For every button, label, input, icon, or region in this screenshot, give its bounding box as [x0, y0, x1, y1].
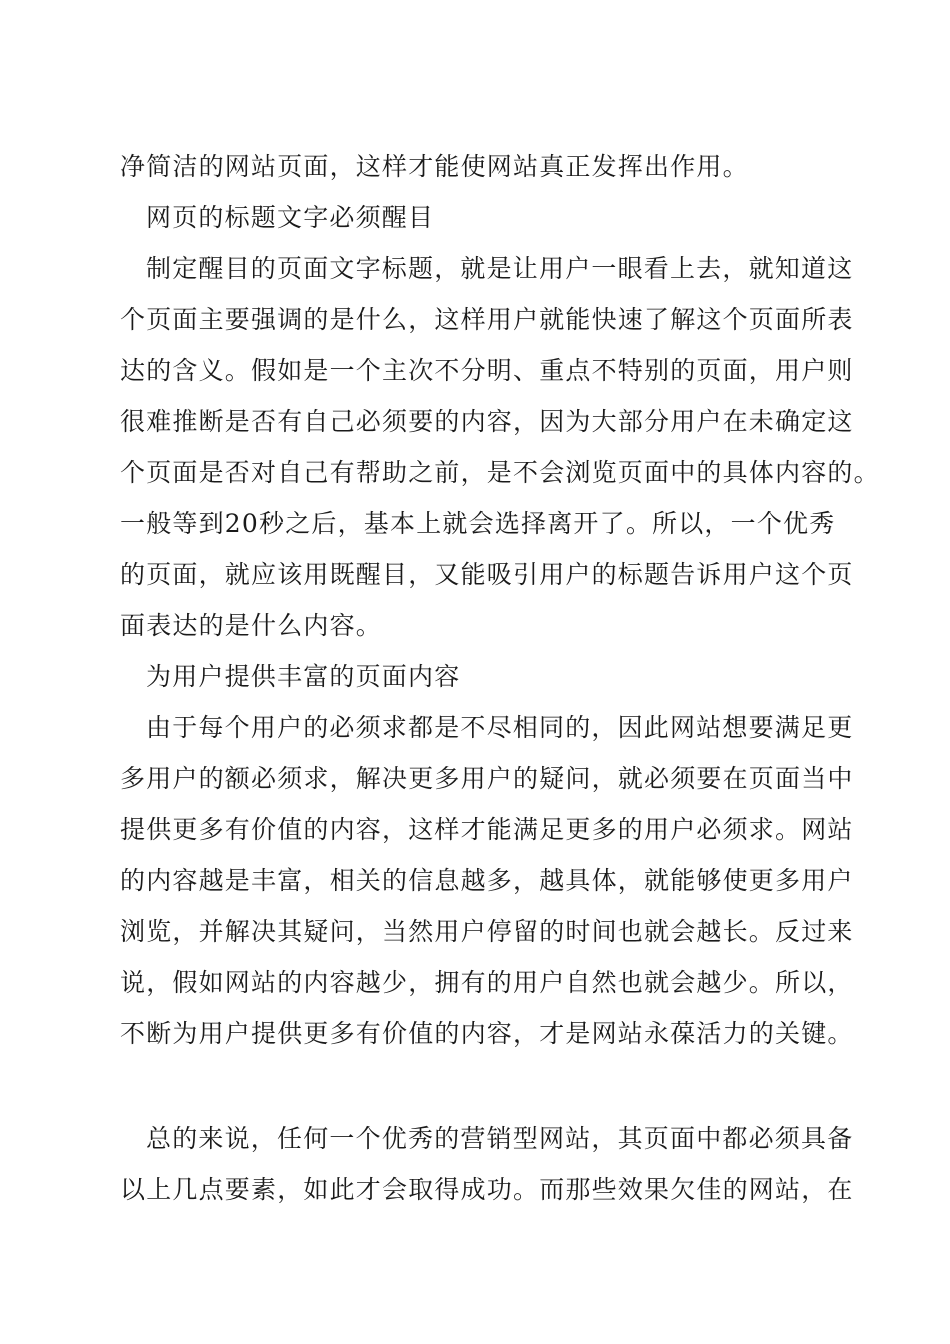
paragraph-line: 说，假如网站的内容越少，拥有的用户自然也就会越少。所以，: [120, 968, 854, 997]
paragraph-line: 很难推断是否有自己必须要的内容，因为大部分用户在未确定这: [120, 407, 854, 436]
paragraph-line: 个页面主要强调的是什么，这样用户就能快速了解这个页面所表: [120, 305, 854, 334]
paragraph-line: 浏览，并解决其疑问，当然用户停留的时间也就会越长。反过来: [120, 917, 854, 946]
paragraph-line: 的内容越是丰富，相关的信息越多，越具体，就能够使更多用户: [120, 866, 854, 895]
paragraph-line: 个页面是否对自己有帮助之前，是不会浏览页面中的具体内容的。: [120, 458, 880, 487]
section-heading: 为用户提供丰富的页面内容: [146, 662, 461, 691]
paragraph-line: 制定醒目的页面文字标题，就是让用户一眼看上去，就知道这: [146, 254, 854, 283]
paragraph-line: 面表达的是什么内容。: [120, 611, 383, 640]
paragraph-line: 由于每个用户的必须求都是不尽相同的，因此网站想要满足更: [146, 713, 854, 742]
paragraph-line: 达的含义。假如是一个主次不分明、重点不特别的页面，用户则: [120, 356, 854, 385]
paragraph-line: 提供更多有价值的内容，这样才能满足更多的用户必须求。网站: [120, 815, 854, 844]
paragraph-line: 多用户的额必须求，解决更多用户的疑问，就必须要在页面当中: [120, 764, 854, 793]
paragraph-line: 的页面，就应该用既醒目，又能吸引用户的标题告诉用户这个页: [120, 560, 854, 589]
paragraph-line: 不断为用户提供更多有价值的内容，才是网站永葆活力的关键。: [120, 1019, 854, 1048]
paragraph-line: 总的来说，任何一个优秀的营销型网站，其页面中都必须具备: [146, 1124, 854, 1153]
paragraph-line: 以上几点要素，如此才会取得成功。而那些效果欠佳的网站，在: [120, 1175, 854, 1204]
paragraph-line: 一般等到20秒之后，基本上就会选择离开了。所以，一个优秀: [120, 509, 836, 538]
section-heading: 网页的标题文字必须醒目: [146, 203, 435, 232]
paragraph-line: 净简洁的网站页面，这样才能使网站真正发挥出作用。: [120, 152, 749, 181]
